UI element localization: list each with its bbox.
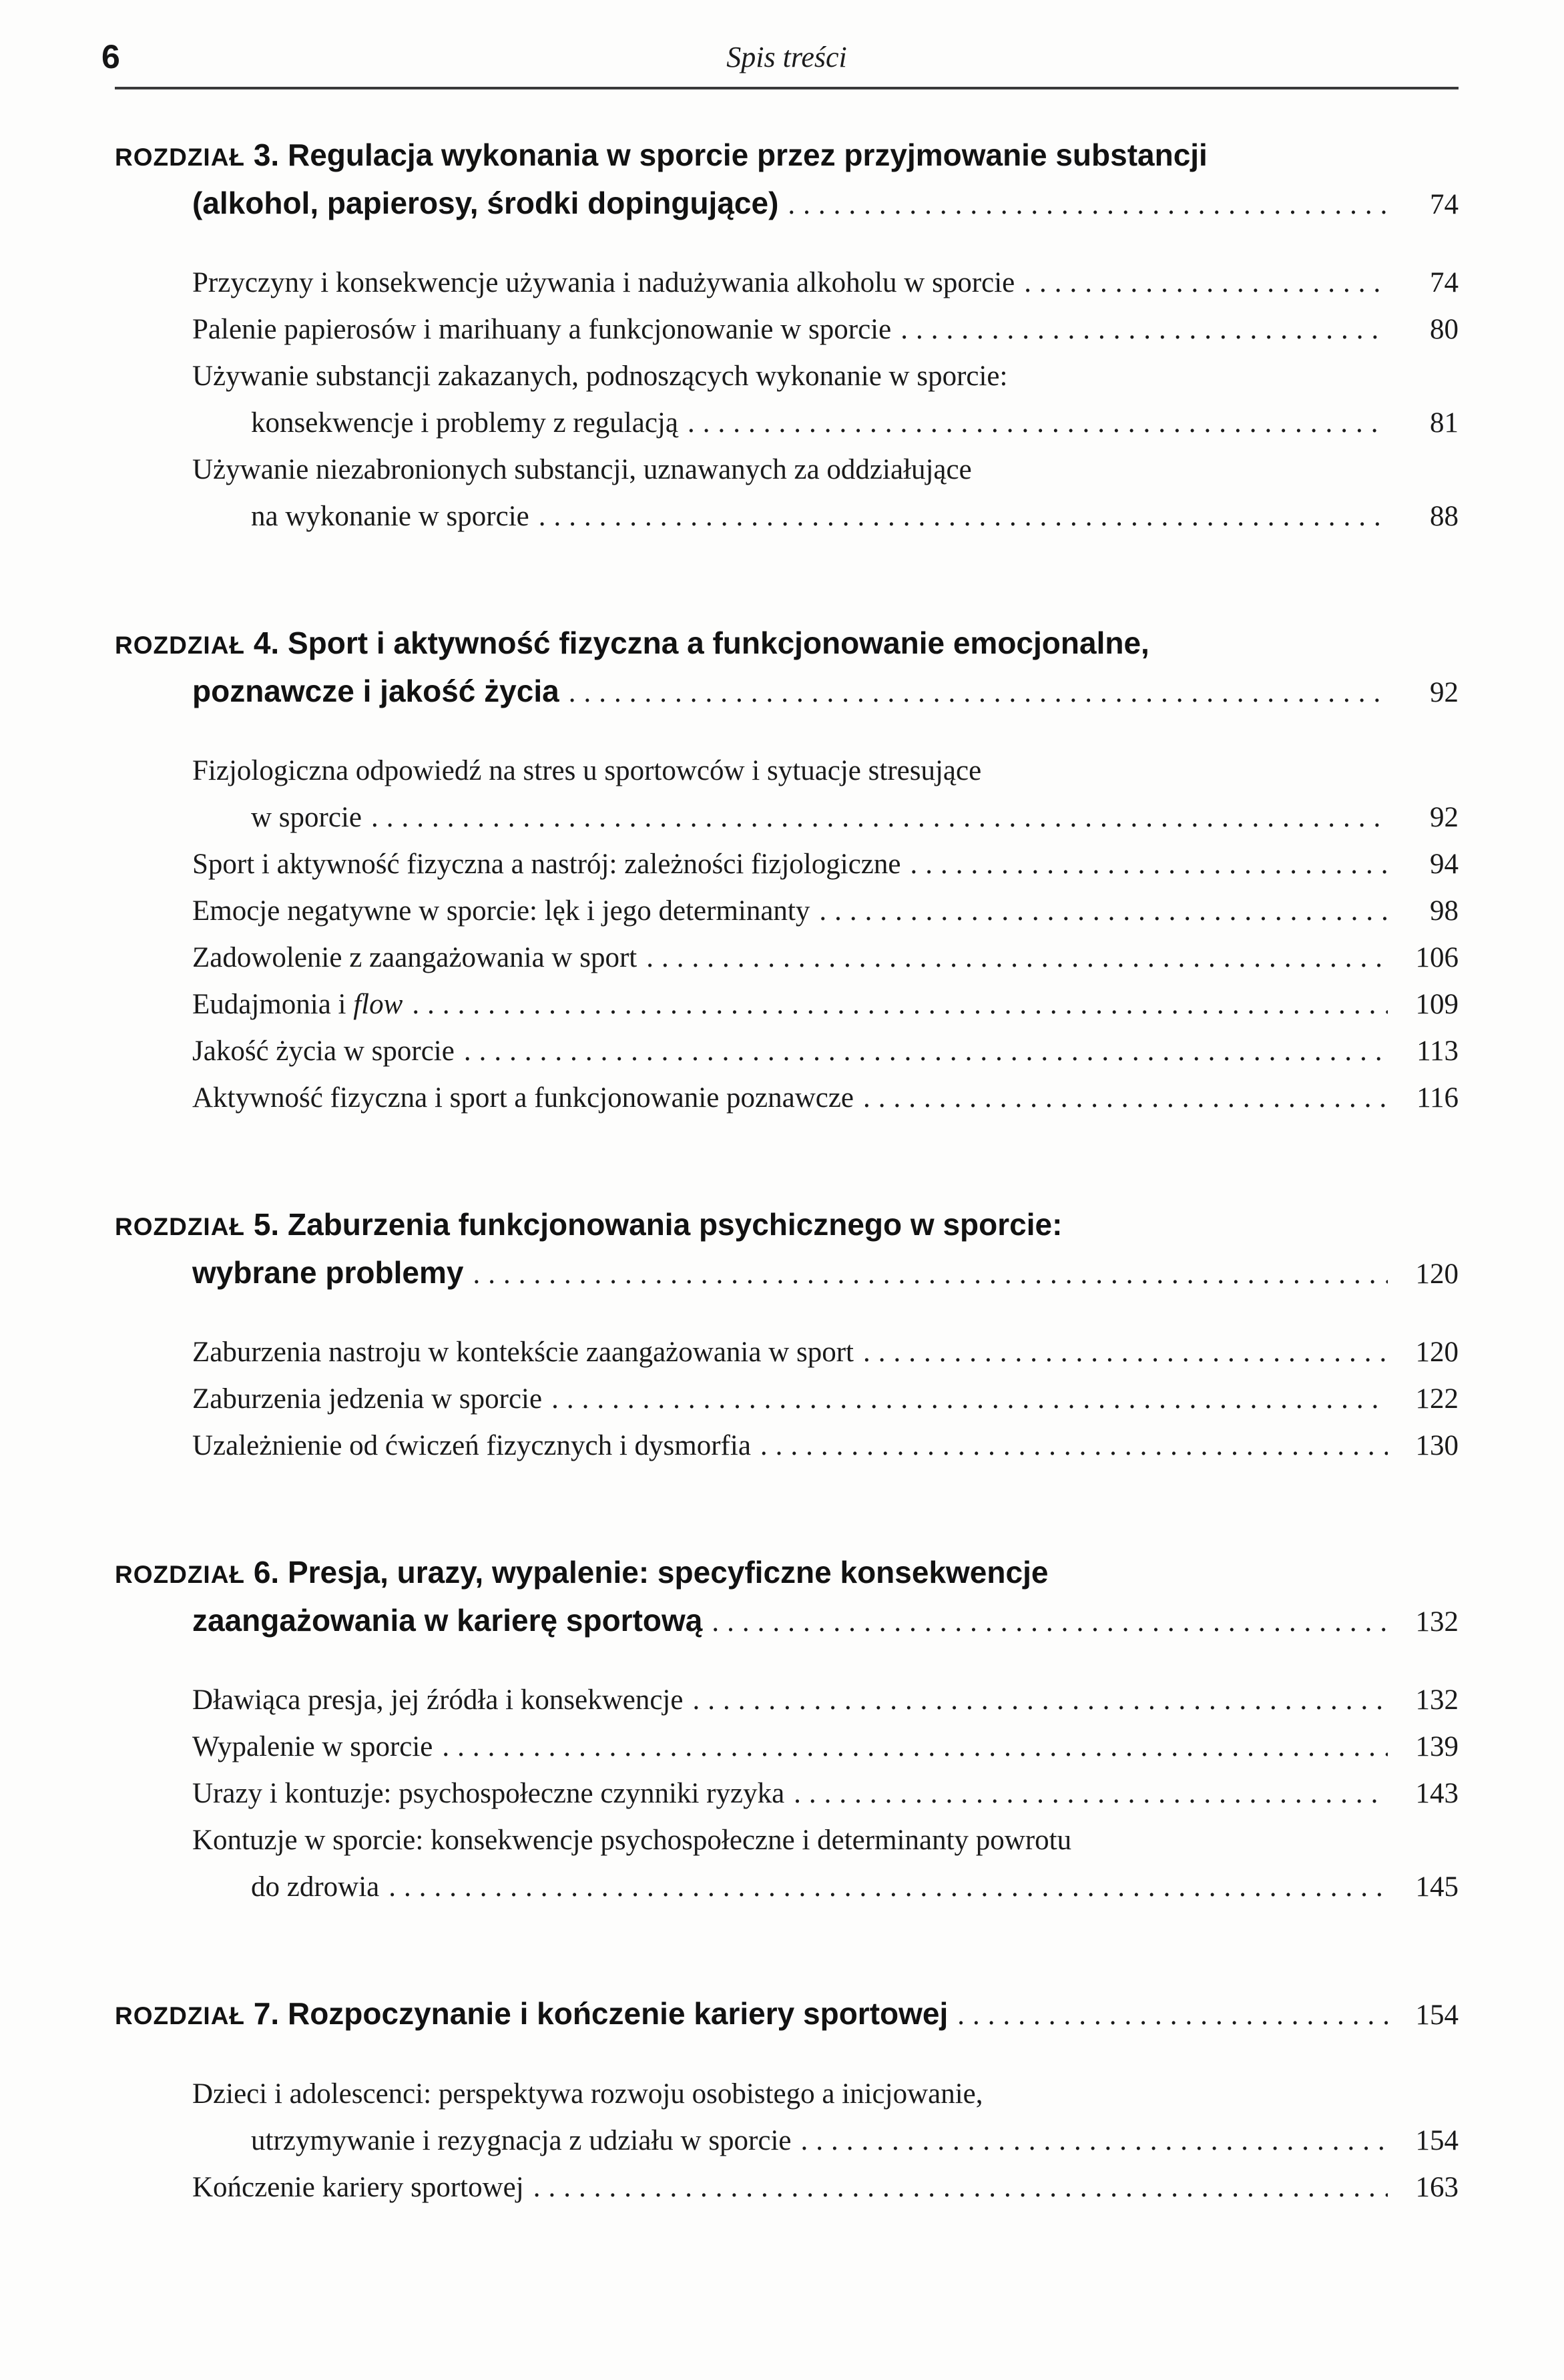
page-ref: 139	[1415, 1731, 1459, 1762]
chapter-label: ROZDZIAŁ	[115, 1213, 246, 1240]
entry-line	[192, 888, 1459, 935]
chapter-title-text: ROZDZIAŁ 7. Rozpoczynanie i kończenie kariery sportowej	[115, 1996, 949, 2031]
toc-chapter	[115, 1550, 1459, 1911]
chapter-label: ROZDZIAŁ	[115, 2002, 246, 2030]
page-ref: 92	[1430, 802, 1459, 833]
dots-leader	[388, 1864, 1388, 1911]
entry-text: na wykonanie w sporcie	[251, 501, 529, 532]
chapter-heading	[115, 1991, 1459, 2039]
toc-entry	[192, 1770, 1459, 1817]
dots-leader	[688, 400, 1388, 447]
dots-leader	[473, 1252, 1388, 1297]
dots-leader	[794, 1770, 1388, 1817]
entry-line	[192, 2071, 1459, 2118]
entry-text: Sport i aktywność fizyczna a nastrój: zależności fizjologiczne	[192, 849, 901, 880]
entry-line	[192, 1075, 1459, 1122]
entry-line	[251, 400, 1459, 447]
page-ref: 98	[1430, 895, 1459, 927]
page-ref: 154	[1415, 1999, 1459, 2031]
toc-entry	[192, 1075, 1459, 1122]
toc-entry	[192, 1423, 1459, 1469]
toc-entry	[192, 1677, 1459, 1724]
dots-leader	[900, 306, 1388, 353]
chapter-title-line	[115, 132, 1459, 180]
toc-chapter	[115, 620, 1459, 1122]
toc-entry	[192, 447, 1459, 540]
toc-entry	[192, 2071, 1459, 2164]
chapter-entries	[192, 260, 1459, 540]
dots-leader	[910, 841, 1388, 888]
entry-text: Palenie papierosów i marihuany a funkcjonowanie w sporcie	[192, 314, 892, 345]
entry-line	[192, 306, 1459, 353]
toc-chapter	[115, 1202, 1459, 1469]
chapter-title-line	[192, 180, 1459, 228]
dots-leader	[863, 1075, 1388, 1122]
chapter-entries	[192, 1329, 1459, 1469]
dots-leader	[569, 670, 1388, 716]
chapter-title-text: zaangażowania w karierę sportową	[192, 1603, 703, 1638]
dots-leader	[551, 1376, 1388, 1423]
dots-leader	[371, 794, 1388, 841]
entry-text: Emocje negatywne w sporcie: lęk i jego determinanty	[192, 895, 810, 927]
entry-line	[192, 353, 1459, 400]
entry-text: Aktywność fizyczna i sport a funkcjonowanie poznawcze	[192, 1082, 854, 1114]
toc-entry	[192, 1329, 1459, 1376]
entry-line	[192, 260, 1459, 306]
chapter-number: 6.	[253, 1555, 280, 1590]
entry-text: Uzależnienie od ćwiczeń fizycznych i dysmorfia	[192, 1430, 751, 1461]
chapter-title-line	[192, 668, 1459, 716]
chapter-heading	[115, 1550, 1459, 1645]
page-ref: 143	[1415, 1778, 1459, 1809]
chapter-heading	[115, 132, 1459, 228]
chapter-number: 4.	[253, 626, 280, 660]
chapter-entries	[192, 1677, 1459, 1911]
chapter-title-text: ROZDZIAŁ 5. Zaburzenia funkcjonowania psychicznego w sporcie:	[115, 1207, 1063, 1242]
chapter-title-line	[115, 1550, 1459, 1598]
page-ref: 154	[1415, 2125, 1459, 2156]
entry-line	[192, 1329, 1459, 1376]
toc-entry	[192, 2164, 1459, 2211]
chapter-entries	[192, 2071, 1459, 2211]
entry-line	[192, 1376, 1459, 1423]
entry-text: do zdrowia	[251, 1871, 380, 1903]
chapter-title-line	[115, 1991, 1459, 2039]
entry-text: konsekwencje i problemy z regulacją	[251, 407, 678, 439]
toc-entry	[192, 888, 1459, 935]
page-ref: 163	[1415, 2172, 1459, 2203]
entry-line	[251, 2118, 1459, 2164]
chapter-label: ROZDZIAŁ	[115, 632, 246, 659]
page-ref: 113	[1416, 1035, 1459, 1067]
dots-leader	[957, 1993, 1388, 2038]
toc-chapter	[115, 132, 1459, 540]
entry-line	[192, 2164, 1459, 2211]
entry-text: Kończenie kariery sportowej	[192, 2172, 524, 2203]
toc-entry	[192, 981, 1459, 1028]
page-ref: 132	[1415, 1606, 1459, 1638]
entry-text: Eudajmonia i flow	[192, 989, 403, 1020]
toc-title: Spis treści	[726, 41, 847, 73]
entry-text: w sporcie	[251, 802, 362, 833]
dots-leader	[800, 2118, 1388, 2164]
entry-text: Używanie substancji zakazanych, podnoszących wykonanie w sporcie:	[192, 361, 1008, 392]
page-ref: 88	[1430, 501, 1459, 532]
chapter-number: 5.	[253, 1207, 280, 1242]
chapter-label: ROZDZIAŁ	[115, 1561, 246, 1588]
entry-text: Wypalenie w sporcie	[192, 1731, 433, 1762]
page-ref: 94	[1430, 849, 1459, 880]
entry-text: Dzieci i adolescenci: perspektywa rozwoju osobistego a inicjowanie,	[192, 2078, 983, 2110]
page-ref: 120	[1415, 1337, 1459, 1368]
page-ref: 74	[1430, 189, 1459, 220]
chapter-title-text: ROZDZIAŁ 3. Regulacja wykonania w sporcie przez przyjmowanie substancji	[115, 138, 1208, 172]
toc-entry	[192, 841, 1459, 888]
entry-text: Dławiąca presja, jej źródła i konsekwencje	[192, 1684, 684, 1716]
entry-text: Zaburzenia nastroju w kontekście zaangażowania w sport	[192, 1337, 854, 1368]
toc-entry	[192, 1376, 1459, 1423]
entry-line	[192, 1817, 1459, 1864]
entry-line	[192, 447, 1459, 493]
chapter-number: 7.	[253, 1996, 280, 2031]
page-ref: 130	[1415, 1430, 1459, 1461]
dots-leader	[760, 1423, 1388, 1469]
page-ref: 92	[1430, 677, 1459, 708]
dots-leader	[712, 1600, 1388, 1645]
chapter-title-text: poznawcze i jakość życia	[192, 674, 559, 708]
entry-line	[192, 841, 1459, 888]
page-ref: 74	[1430, 267, 1459, 298]
page-ref: 132	[1415, 1684, 1459, 1716]
page-ref: 81	[1430, 407, 1459, 439]
page-ref: 120	[1415, 1258, 1459, 1290]
page-number: 6	[101, 38, 120, 75]
chapter-title-text: wybrane problemy	[192, 1255, 464, 1290]
entry-text: Fizjologiczna odpowiedź na stres u sportowców i sytuacje stresujące	[192, 755, 982, 786]
toc-entry	[192, 748, 1459, 841]
entry-line	[192, 1677, 1459, 1724]
dots-leader	[464, 1028, 1388, 1075]
toc-entry	[192, 1817, 1459, 1911]
dots-leader	[412, 981, 1388, 1028]
dots-leader	[533, 2164, 1388, 2211]
entry-line	[192, 1724, 1459, 1770]
entry-text: Jakość życia w sporcie	[192, 1035, 455, 1067]
dots-leader	[863, 1329, 1388, 1376]
dots-leader	[692, 1677, 1388, 1724]
dots-leader	[646, 935, 1388, 981]
entry-line	[251, 1864, 1459, 1911]
entry-line	[192, 1028, 1459, 1075]
entry-text: Zaburzenia jedzenia w sporcie	[192, 1383, 543, 1415]
entry-line	[251, 493, 1459, 540]
chapter-entries	[192, 748, 1459, 1122]
chapter-heading	[115, 1202, 1459, 1297]
toc-entry	[192, 260, 1459, 306]
page-ref: 116	[1416, 1082, 1459, 1114]
toc-chapters	[115, 132, 1459, 2211]
entry-text: Przyczyny i konsekwencje używania i nadużywania alkoholu w sporcie	[192, 267, 1015, 298]
dots-leader	[819, 888, 1388, 935]
chapter-number: 3.	[253, 138, 280, 172]
toc-entry	[192, 1028, 1459, 1075]
chapter-title-line	[192, 1598, 1459, 1645]
entry-line	[251, 794, 1459, 841]
dots-leader	[1024, 260, 1388, 306]
dots-leader	[442, 1724, 1388, 1770]
page-ref: 145	[1415, 1871, 1459, 1903]
chapter-heading	[115, 620, 1459, 716]
chapter-title-text: (alkohol, papierosy, środki dopingujące)	[192, 186, 779, 220]
entry-line	[192, 981, 1459, 1028]
toc-chapter	[115, 1991, 1459, 2211]
entry-line	[192, 1770, 1459, 1817]
chapter-title-line	[115, 620, 1459, 668]
entry-line	[192, 1423, 1459, 1469]
page-ref: 106	[1415, 942, 1459, 973]
toc-entry	[192, 306, 1459, 353]
entry-text: Zadowolenie z zaangażowania w sport	[192, 942, 637, 973]
entry-text: utrzymywanie i rezygnacja z udziału w sporcie	[251, 2125, 792, 2156]
toc-entry	[192, 935, 1459, 981]
toc-entry	[192, 1724, 1459, 1770]
chapter-label: ROZDZIAŁ	[115, 144, 246, 171]
page-ref: 109	[1415, 989, 1459, 1020]
page-ref: 80	[1430, 314, 1459, 345]
entry-text: Urazy i kontuzje: psychospołeczne czynniki ryzyka	[192, 1778, 785, 1809]
dots-leader	[539, 493, 1388, 540]
chapter-title-line	[115, 1202, 1459, 1250]
entry-text: Używanie niezabronionych substancji, uznawanych za oddziałujące	[192, 454, 972, 485]
chapter-title-line	[192, 1250, 1459, 1297]
entry-text: Kontuzje w sporcie: konsekwencje psychospołeczne i determinanty powrotu	[192, 1825, 1072, 1856]
entry-line	[192, 748, 1459, 794]
toc-entry	[192, 353, 1459, 447]
page-header	[101, 37, 1459, 89]
chapter-title-text: ROZDZIAŁ 4. Sport i aktywność fizyczna a funkcjonowanie emocjonalne,	[115, 626, 1149, 660]
entry-line	[192, 935, 1459, 981]
dots-leader	[788, 182, 1388, 228]
chapter-title-text: ROZDZIAŁ 6. Presja, urazy, wypalenie: specyficzne konsekwencje	[115, 1555, 1049, 1590]
page-ref: 122	[1415, 1383, 1459, 1415]
